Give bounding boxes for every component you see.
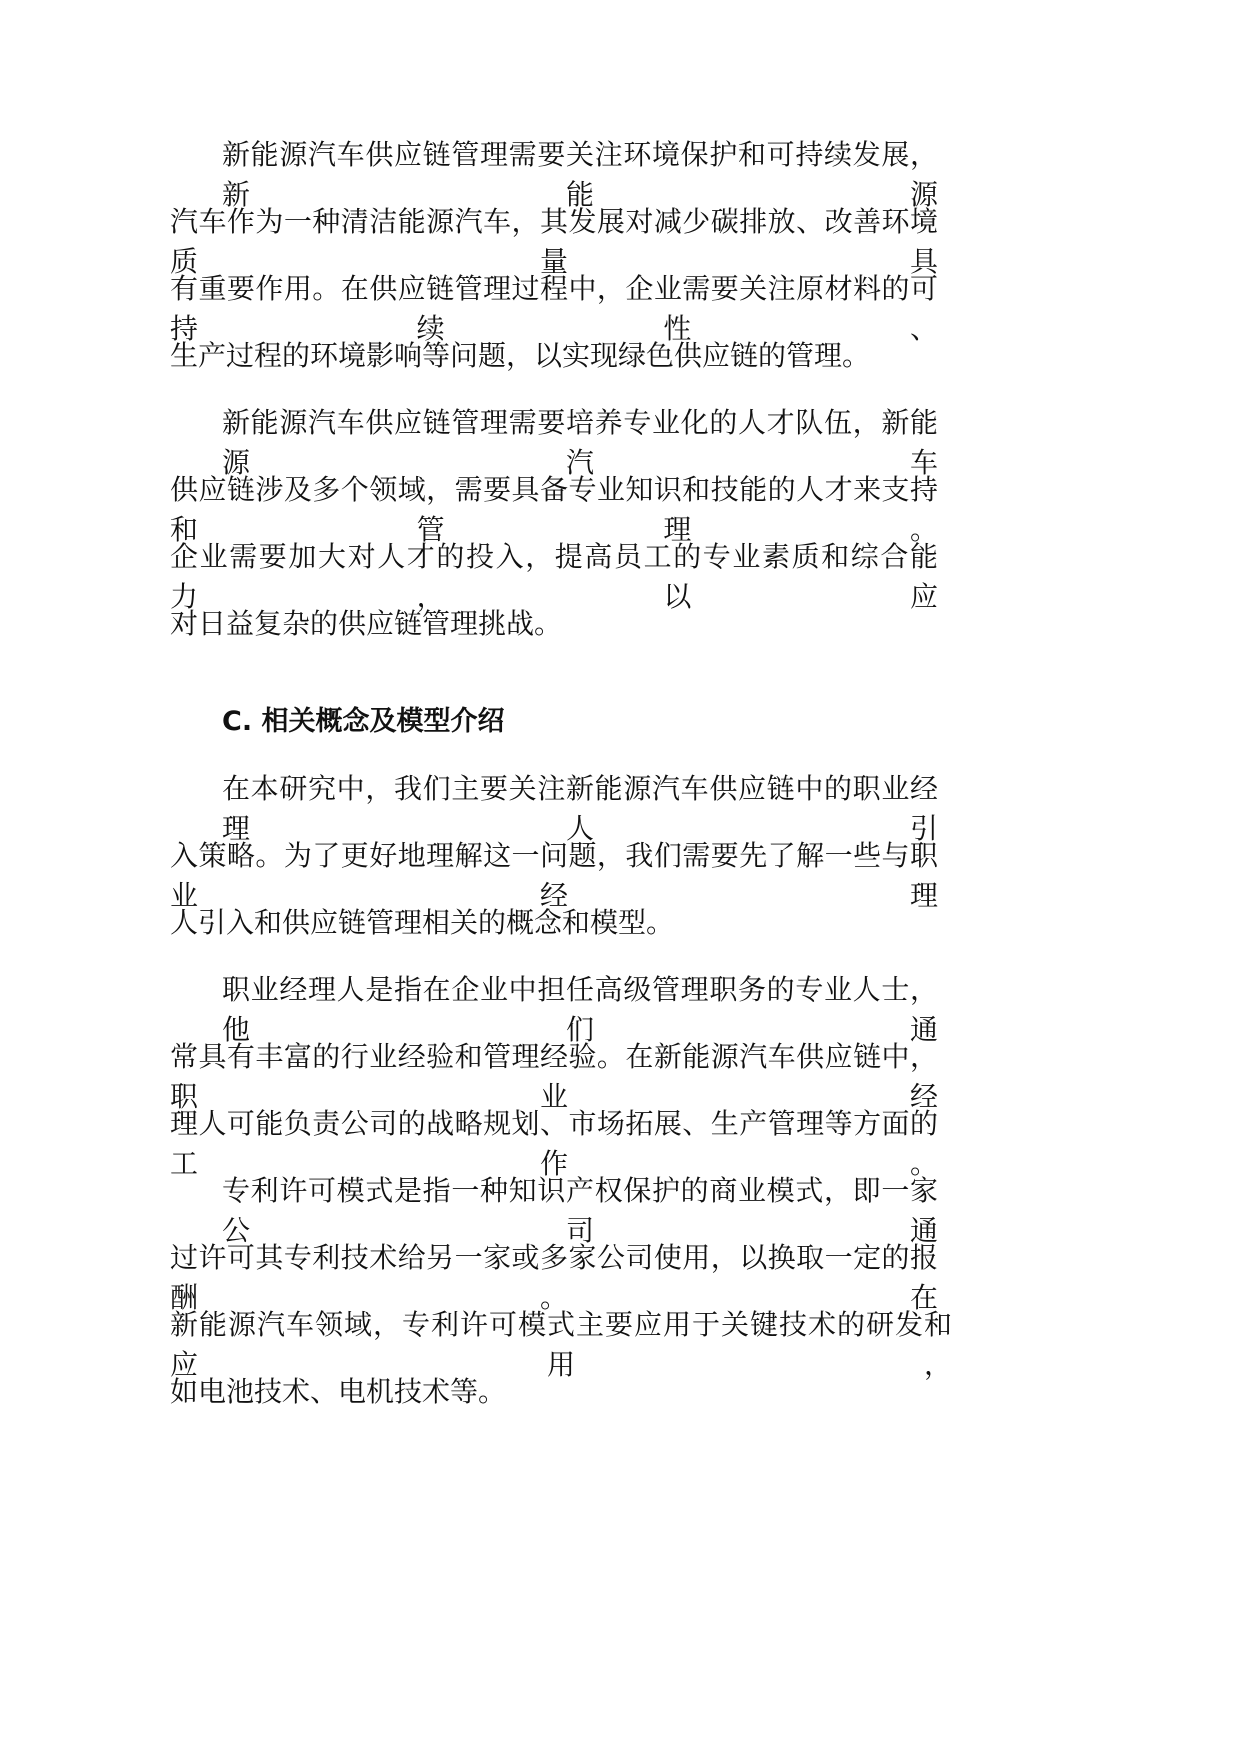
paragraph-2-line-2: 供应链涉及多个领域，需要具备专业知识和技能的人才来支持和管理。 — [170, 473, 938, 546]
section-paragraph-3-line-1: 专利许可模式是指一种知识产权保护的商业模式，即一家公司通 — [222, 1174, 938, 1247]
section-paragraph-2-line-1: 职业经理人是指在企业中担任高级管理职务的专业人士，他们通 — [222, 973, 938, 1046]
paragraph-1-line-3: 有重要作用。在供应链管理过程中，企业需要关注原材料的可持续性、 — [170, 272, 938, 345]
paragraph-2-line-4: 对日益复杂的供应链管理挑战。 — [170, 607, 563, 640]
section-paragraph-1-line-3: 人引入和供应链管理相关的概念和模型。 — [170, 906, 675, 939]
paragraph-2-line-3: 企业需要加大对人才的投入，提高员工的专业素质和综合能力，以应 — [170, 540, 938, 613]
section-paragraph-3-line-3: 新能源汽车领域，专利许可模式主要应用于关键技术的研发和应用， — [170, 1308, 952, 1381]
section-paragraph-3-line-4: 如电池技术、电机技术等。 — [170, 1375, 507, 1408]
paragraph-1-line-1: 新能源汽车供应链管理需要关注环境保护和可持续发展，新能源 — [222, 138, 938, 211]
section-heading: C. 相关概念及模型介绍 — [222, 706, 505, 737]
section-paragraph-1-line-2: 入策略。为了更好地理解这一问题，我们需要先了解一些与职业经理 — [170, 839, 938, 912]
paragraph-1-line-2: 汽车作为一种清洁能源汽车，其发展对减少碳排放、改善环境质量具 — [170, 205, 938, 278]
section-paragraph-1-line-1: 在本研究中，我们主要关注新能源汽车供应链中的职业经理人引 — [222, 772, 938, 845]
paragraph-1-line-4: 生产过程的环境影响等问题，以实现绿色供应链的管理。 — [170, 339, 871, 372]
section-paragraph-2-line-2: 常具有丰富的行业经验和管理经验。在新能源汽车供应链中，职业经 — [170, 1040, 938, 1113]
section-paragraph-3-line-2: 过许可其专利技术给另一家或多家公司使用，以换取一定的报酬。在 — [170, 1241, 938, 1314]
section-paragraph-2-line-3: 理人可能负责公司的战略规划、市场拓展、生产管理等方面的工作。 — [170, 1107, 938, 1180]
paragraph-2-line-1: 新能源汽车供应链管理需要培养专业化的人才队伍，新能源汽车 — [222, 406, 938, 479]
